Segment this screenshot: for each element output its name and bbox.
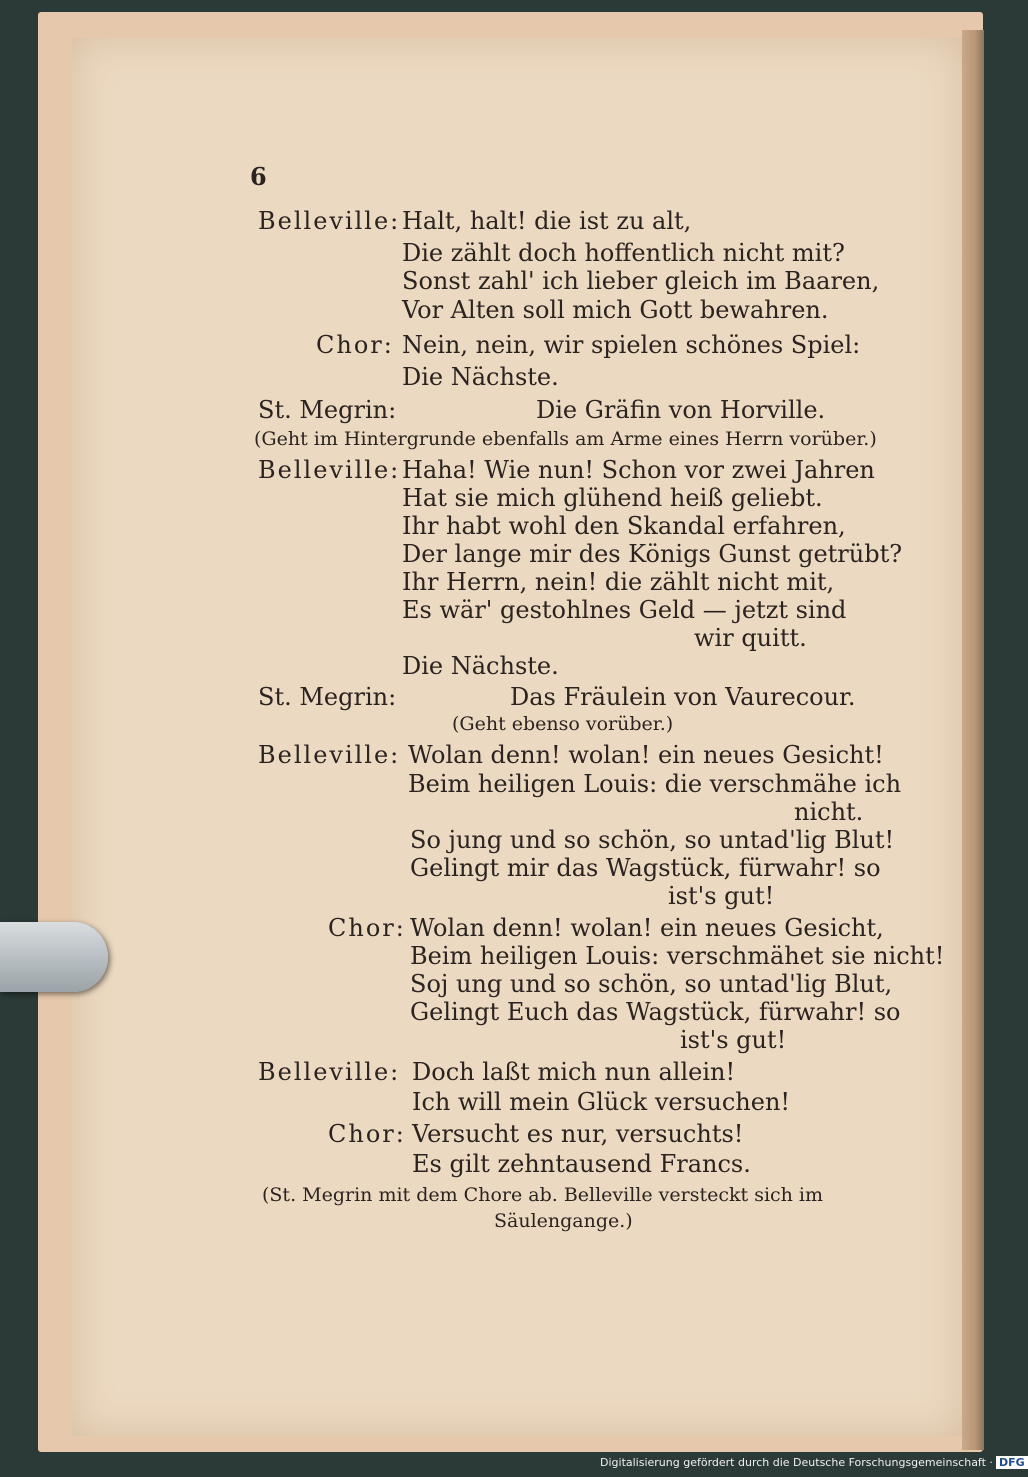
verse-line: Es gilt zehntausend Francs. <box>412 1150 751 1178</box>
speaker-label: Chor: <box>316 331 394 359</box>
scanner-clip <box>0 922 108 992</box>
speaker-label: St. Megrin: <box>258 396 397 424</box>
verse-line: Ihr habt wohl den Skandal erfahren, <box>402 512 846 540</box>
verse-line: So jung und so schön, so untad'lig Blut! <box>410 826 895 854</box>
verse-line: Ihr Herrn, nein! die zählt nicht mit, <box>402 568 835 596</box>
speaker-label: Belleville: <box>258 456 401 484</box>
verse-line: Die zählt doch hoffentlich nicht mit? <box>402 239 845 267</box>
speaker-label: St. Megrin: <box>258 683 397 711</box>
verse-line: Die Gräfin von Horville. <box>536 396 826 424</box>
credit-text: Digitalisierung gefördert durch die Deutsche Forschungsgemeinschaft <box>600 1456 986 1469</box>
stage-direction: (Geht im Hintergrunde ebenfalls am Arme eines Herrn vorüber.) <box>254 428 877 450</box>
verse-line: Vor Alten soll mich Gott bewahren. <box>402 296 829 324</box>
verse-line: Beim heiligen Louis: verschmähet sie nicht! <box>410 942 945 970</box>
verse-line: Ich will mein Glück versuchen! <box>412 1088 791 1116</box>
verse-line: Die Nächste. <box>402 363 559 391</box>
verse-line: Doch laßt mich nun allein! <box>412 1058 736 1086</box>
dfg-logo: DFG <box>996 1456 1028 1469</box>
verse-line: nicht. <box>794 798 864 826</box>
verse-line: Hat sie mich glühend heiß geliebt. <box>402 484 823 512</box>
verse-line: Haha! Wie nun! Schon vor zwei Jahren <box>402 456 875 484</box>
verse-line: Soj ung und so schön, so untad'lig Blut, <box>410 970 893 998</box>
verse-line: ist's gut! <box>680 1026 787 1054</box>
verse-line: Nein, nein, wir spielen schönes Spiel: <box>402 331 861 359</box>
stage-direction: (Geht ebenso vorüber.) <box>452 713 674 735</box>
verse-line: Der lange mir des Königs Gunst getrübt? <box>402 540 903 568</box>
speaker-label: Chor: <box>328 1120 406 1148</box>
verse-line: Halt, halt! die ist zu alt, <box>402 207 692 235</box>
verse-line: Es wär' gestohlnes Geld — jetzt sind <box>402 596 847 624</box>
stage-direction: Säulengange.) <box>494 1210 633 1232</box>
speaker-label: Belleville: <box>258 1058 401 1086</box>
verse-line: wir quitt. <box>694 624 807 652</box>
page-edge <box>962 30 984 1450</box>
verse-line: Das Fräulein von Vaurecour. <box>510 683 856 711</box>
verse-line: Gelingt mir das Wagstück, fürwahr! so <box>410 854 881 882</box>
verse-line: Sonst zahl' ich lieber gleich im Baaren, <box>402 267 880 295</box>
verse-line: ist's gut! <box>668 882 775 910</box>
digitization-credit: Digitalisierung gefördert durch die Deutsche Forschungsgemeinschaft · DFG <box>600 1456 1028 1474</box>
verse-line: Wolan denn! wolan! ein neues Gesicht, <box>410 914 884 942</box>
page-number: 6 <box>250 162 267 191</box>
verse-line: Die Nächste. <box>402 652 559 680</box>
speaker-label: Belleville: <box>258 741 401 769</box>
speaker-label: Belleville: <box>258 207 401 235</box>
stage-direction: (St. Megrin mit dem Chore ab. Belleville versteckt sich im <box>262 1184 824 1206</box>
verse-line: Beim heiligen Louis: die verschmähe ich <box>408 770 902 798</box>
speaker-label: Chor: <box>328 914 406 942</box>
verse-line: Gelingt Euch das Wagstück, fürwahr! so <box>410 998 901 1026</box>
verse-line: Versucht es nur, versuchts! <box>412 1120 744 1148</box>
verse-line: Wolan denn! wolan! ein neues Gesicht! <box>408 741 884 769</box>
